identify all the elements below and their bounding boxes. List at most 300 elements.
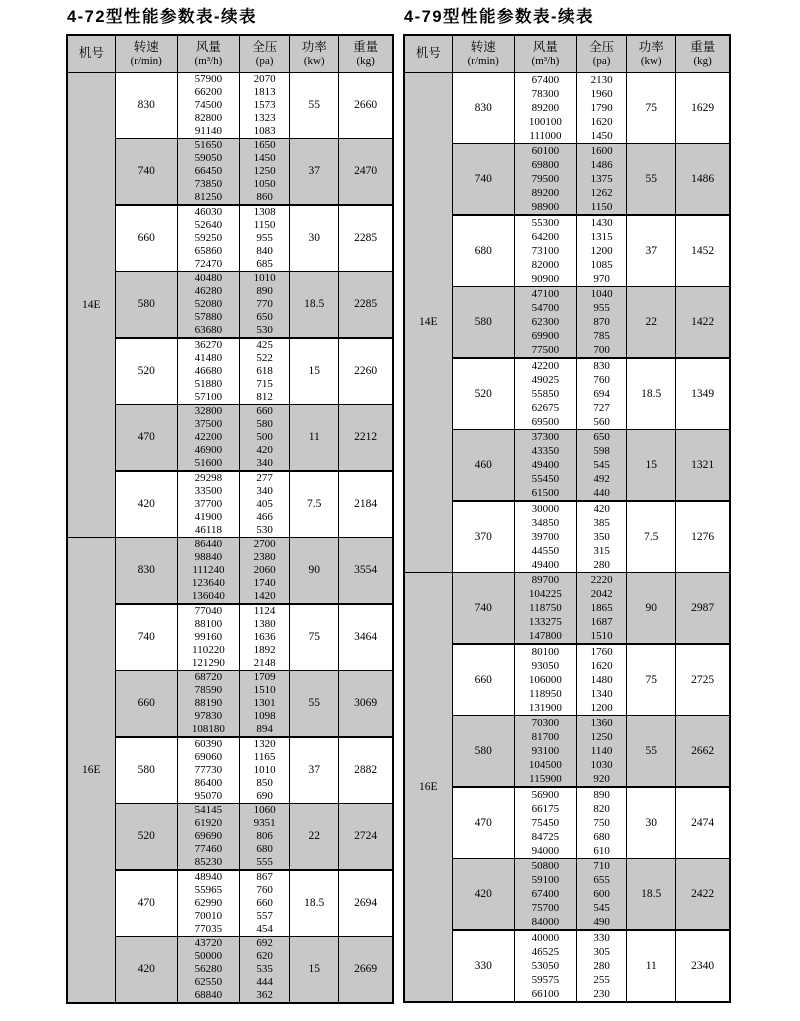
flow-value: 97830 (194, 709, 223, 722)
pressure-cell (240, 72, 290, 138)
pressure-value: 840 (256, 244, 273, 257)
speed-block-row (67, 870, 393, 937)
flow-value: 86440 (194, 537, 223, 550)
col-header-power (627, 35, 676, 72)
weight-cell: 1276 (676, 501, 730, 573)
speed-cell: 740 (452, 143, 514, 215)
pressure-value: 1600 (590, 144, 613, 157)
flow-value: 46118 (194, 523, 222, 536)
pressure-value: 1085 (590, 258, 613, 271)
machine-cell: 14E (404, 72, 452, 572)
flow-value: 82000 (531, 258, 560, 271)
flow-value: 77730 (194, 763, 223, 776)
pressure-cell (577, 286, 627, 358)
pressure-cell (577, 429, 627, 501)
pressure-value: 650 (593, 430, 610, 443)
power-cell: 75 (290, 604, 339, 671)
pressure-cell (240, 338, 290, 405)
pressure-value: 1315 (590, 230, 613, 243)
pressure-value: 715 (256, 377, 273, 390)
flow-cell (177, 138, 239, 205)
flow-value: 37300 (531, 430, 560, 443)
flow-value: 59250 (194, 231, 223, 244)
power-cell: 75 (627, 644, 676, 716)
pressure-value: 710 (593, 859, 610, 872)
flow-value: 84725 (531, 830, 560, 843)
power-cell: 37 (627, 215, 676, 287)
pressure-value: 1200 (590, 701, 613, 714)
speed-cell: 460 (452, 429, 514, 501)
pressure-cell (577, 143, 627, 215)
flow-cell (514, 429, 576, 501)
flow-value: 67400 (531, 73, 560, 86)
speed-block-row (67, 205, 393, 272)
pressure-cell (577, 572, 627, 644)
flow-value: 84000 (531, 915, 560, 928)
flow-value: 33500 (194, 484, 223, 497)
flow-value: 108180 (191, 722, 225, 735)
pressure-cell (240, 138, 290, 205)
flow-value: 62300 (531, 315, 560, 328)
flow-value: 133275 (528, 615, 562, 628)
pressure-cell (577, 644, 627, 716)
pressure-value: 530 (256, 323, 273, 336)
pressure-cell (577, 358, 627, 430)
pressure-cell (577, 930, 627, 1002)
pressure-value: 420 (593, 502, 610, 515)
col-header-label: 风量 (195, 40, 221, 55)
flow-value: 81250 (194, 190, 223, 203)
pressure-value: 860 (256, 190, 273, 203)
col-header-pressure (240, 35, 290, 72)
weight-cell: 3464 (339, 604, 393, 671)
pressure-value: 1320 (253, 737, 276, 750)
flow-value: 49400 (531, 558, 560, 571)
flow-value: 77460 (194, 842, 223, 855)
pressure-value: 1030 (590, 758, 613, 771)
flow-value: 72470 (194, 257, 223, 270)
flow-value: 42200 (194, 430, 223, 443)
pressure-value: 1813 (253, 85, 276, 98)
flow-value: 63680 (194, 323, 223, 336)
flow-value: 57100 (194, 390, 223, 403)
flow-value: 40000 (531, 931, 560, 944)
flow-cell (514, 143, 576, 215)
pressure-value: 9351 (253, 816, 276, 829)
pressure-value: 660 (256, 896, 273, 909)
pressure-cell (240, 404, 290, 471)
pressure-cell (240, 471, 290, 538)
speed-cell: 660 (115, 205, 177, 272)
pressure-cell (577, 501, 627, 573)
pressure-value: 1620 (590, 115, 613, 128)
weight-cell: 2260 (339, 338, 393, 405)
col-header-label: 功率 (638, 40, 664, 55)
pressure-value: 1375 (590, 172, 613, 185)
flow-cell (514, 572, 576, 644)
pressure-value: 1150 (253, 218, 276, 231)
power-cell: 15 (627, 429, 676, 501)
flow-value: 37500 (194, 417, 223, 430)
col-header-unit: (kw) (640, 55, 662, 68)
flow-cell (514, 358, 576, 430)
flow-value: 42200 (531, 359, 560, 372)
flow-value: 136040 (191, 589, 225, 602)
flow-value: 85230 (194, 855, 223, 868)
flow-value: 57900 (194, 72, 223, 85)
flow-value: 62675 (531, 401, 560, 414)
power-cell: 55 (290, 72, 339, 138)
pressure-cell (577, 715, 627, 787)
speed-block-row (67, 338, 393, 405)
weight-cell: 1321 (676, 429, 730, 501)
pressure-value: 1308 (253, 205, 276, 218)
speed-cell: 520 (115, 803, 177, 870)
pressure-value: 850 (256, 776, 273, 789)
power-cell: 11 (627, 930, 676, 1002)
pressure-value: 560 (593, 415, 610, 428)
speed-block-row (404, 72, 730, 143)
speed-block-row (404, 930, 730, 1002)
speed-block-row (67, 271, 393, 338)
flow-value: 46280 (194, 284, 223, 297)
pressure-value: 1040 (590, 287, 613, 300)
flow-value: 67400 (531, 887, 560, 900)
flow-cell (177, 870, 239, 937)
pressure-value: 1250 (590, 730, 613, 743)
pressure-value: 2070 (253, 72, 276, 85)
speed-block-row (67, 737, 393, 804)
pressure-value: 1760 (590, 645, 613, 658)
flow-value: 46030 (194, 205, 223, 218)
pressure-value: 690 (256, 789, 273, 802)
flow-value: 69690 (194, 829, 223, 842)
speed-block-row (404, 215, 730, 287)
weight-cell: 2882 (339, 737, 393, 804)
power-cell: 55 (290, 670, 339, 737)
flow-value: 118950 (529, 687, 562, 700)
pressure-value: 620 (256, 949, 273, 962)
flow-value: 36270 (194, 338, 223, 351)
flow-value: 91140 (194, 124, 222, 137)
pressure-value: 920 (593, 772, 610, 785)
pressure-value: 1060 (253, 803, 276, 816)
flow-value: 94000 (531, 844, 560, 857)
flow-value: 88100 (194, 617, 223, 630)
col-header-weight (339, 35, 393, 72)
speed-block-row (67, 404, 393, 471)
pressure-value: 970 (593, 272, 610, 285)
pressure-value: 1510 (590, 629, 613, 642)
speed-cell: 520 (452, 358, 514, 430)
power-cell: 37 (290, 138, 339, 205)
speed-block-row (404, 143, 730, 215)
pressure-cell (577, 215, 627, 287)
flow-value: 46900 (194, 443, 223, 456)
flow-value: 68840 (194, 988, 223, 1001)
pressure-value: 770 (256, 297, 273, 310)
pressure-value: 890 (593, 788, 610, 801)
pressure-value: 440 (593, 486, 610, 499)
pressure-value: 340 (256, 456, 273, 469)
performance-table-4-72 (66, 34, 394, 1004)
flow-value: 60100 (531, 144, 560, 157)
speed-block-row (67, 471, 393, 538)
pressure-value: 1790 (590, 101, 613, 114)
weight-cell: 2340 (676, 930, 730, 1002)
weight-cell: 2285 (339, 205, 393, 272)
speed-block-row (404, 572, 730, 644)
flow-value: 104225 (528, 587, 562, 600)
flow-cell (177, 404, 239, 471)
flow-cell (177, 604, 239, 671)
pressure-value: 1486 (590, 158, 613, 171)
weight-cell: 1452 (676, 215, 730, 287)
flow-value: 49025 (531, 373, 560, 386)
pressure-value: 315 (593, 544, 610, 557)
power-cell: 75 (627, 72, 676, 143)
pressure-value: 692 (256, 936, 273, 949)
power-cell: 7.5 (627, 501, 676, 573)
speed-block-row (404, 644, 730, 716)
pressure-cell (240, 205, 290, 272)
power-cell: 18.5 (627, 858, 676, 930)
speed-block-row (404, 286, 730, 358)
col-header-pressure (577, 35, 627, 72)
pressure-value: 305 (593, 945, 610, 958)
pressure-value: 867 (256, 870, 273, 883)
flow-value: 54700 (531, 301, 560, 314)
flow-value: 65860 (194, 244, 223, 257)
pressure-value: 870 (593, 315, 610, 328)
table-header (67, 35, 393, 72)
pressure-value: 1620 (590, 659, 613, 672)
flow-value: 37700 (194, 497, 223, 510)
pressure-value: 955 (593, 301, 610, 314)
flow-value: 29298 (194, 471, 223, 484)
pressure-value: 1740 (253, 576, 276, 589)
pressure-cell (240, 803, 290, 870)
pressure-value: 2148 (253, 656, 276, 669)
pressure-value: 454 (256, 922, 273, 935)
pressure-value: 2130 (590, 73, 613, 86)
pressure-value: 1573 (253, 98, 276, 111)
flow-value: 131900 (528, 701, 562, 714)
flow-cell (514, 286, 576, 358)
speed-cell: 580 (452, 715, 514, 787)
speed-cell: 420 (115, 936, 177, 1003)
pressure-value: 1083 (253, 124, 276, 137)
pressure-cell (240, 737, 290, 804)
flow-value: 77035 (194, 922, 223, 935)
speed-cell: 830 (115, 537, 177, 604)
flow-value: 34850 (531, 516, 560, 529)
flow-value: 77040 (194, 604, 223, 617)
col-header-power (290, 35, 339, 72)
power-cell: 18.5 (627, 358, 676, 430)
pressure-value: 1510 (253, 683, 276, 696)
pressure-value: 1636 (253, 630, 276, 643)
pressure-value: 340 (256, 484, 273, 497)
flow-value: 69500 (531, 415, 560, 428)
speed-block-row (67, 936, 393, 1003)
pressure-value: 1200 (590, 244, 613, 257)
flow-cell (514, 644, 576, 716)
weight-cell: 2662 (676, 715, 730, 787)
speed-block-row (404, 501, 730, 573)
speed-block-row (67, 537, 393, 604)
flow-value: 47100 (531, 287, 560, 300)
flow-value: 40480 (194, 271, 223, 284)
pressure-value: 277 (256, 471, 273, 484)
pressure-value: 1709 (253, 670, 276, 683)
power-cell: 55 (627, 143, 676, 215)
power-cell: 7.5 (290, 471, 339, 538)
flow-value: 74500 (194, 98, 223, 111)
flow-cell (177, 338, 239, 405)
pressure-value: 1480 (590, 673, 613, 686)
speed-block-row (67, 138, 393, 205)
col-header-machine (404, 35, 452, 72)
pressure-value: 1340 (590, 687, 613, 700)
speed-block-row (404, 715, 730, 787)
col-header-unit: (r/min) (130, 55, 162, 68)
flow-cell (177, 537, 239, 604)
flow-value: 95070 (194, 789, 223, 802)
pressure-value: 727 (593, 401, 610, 414)
col-header-label: 机号 (415, 46, 441, 61)
col-header-machine (67, 35, 115, 72)
flow-cell (177, 936, 239, 1003)
pressure-value: 1150 (590, 200, 613, 213)
table-title-4-72: 4-72型性能参数表-续表 (67, 8, 258, 26)
weight-cell: 2724 (339, 803, 393, 870)
speed-cell: 830 (115, 72, 177, 138)
pressure-value: 330 (593, 931, 610, 944)
flow-cell (177, 737, 239, 804)
pressure-value: 385 (593, 516, 610, 529)
weight-cell: 2694 (339, 870, 393, 937)
pressure-value: 1360 (590, 716, 613, 729)
flow-value: 73100 (531, 244, 560, 257)
speed-cell: 580 (115, 737, 177, 804)
power-cell: 15 (290, 338, 339, 405)
pressure-value: 535 (256, 962, 273, 975)
speed-block-row (67, 803, 393, 870)
pressure-value: 1450 (253, 151, 276, 164)
flow-value: 73850 (194, 177, 223, 190)
flow-value: 55850 (531, 387, 560, 400)
speed-block-row (404, 787, 730, 859)
machine-cell: 16E (67, 537, 115, 1003)
flow-value: 56280 (194, 962, 223, 975)
pressure-cell (240, 604, 290, 671)
pressure-value: 545 (593, 458, 610, 471)
weight-cell: 2470 (339, 138, 393, 205)
speed-block-row (67, 72, 393, 138)
speed-cell: 370 (452, 501, 514, 573)
pressure-value: 806 (256, 829, 273, 842)
flow-value: 51880 (194, 377, 223, 390)
flow-value: 52640 (194, 218, 223, 231)
table-header (404, 35, 730, 72)
col-header-unit: (m³/h) (531, 55, 560, 68)
speed-cell: 580 (115, 271, 177, 338)
col-header-unit: (kg) (693, 55, 712, 68)
flow-value: 32800 (194, 404, 223, 417)
flow-value: 49400 (531, 458, 560, 471)
flow-value: 69060 (194, 750, 223, 763)
pressure-value: 650 (256, 310, 273, 323)
col-header-speed (115, 35, 177, 72)
col-header-unit: (kg) (356, 55, 375, 68)
flow-value: 77500 (531, 343, 560, 356)
pressure-value: 350 (593, 530, 610, 543)
pressure-value: 1892 (253, 643, 276, 656)
speed-cell: 680 (452, 215, 514, 287)
pressure-value: 598 (593, 444, 610, 457)
pressure-value: 700 (593, 343, 610, 356)
pressure-value: 660 (256, 404, 273, 417)
flow-value: 55450 (531, 472, 560, 485)
flow-value: 69900 (531, 329, 560, 342)
pressure-value: 1960 (590, 87, 613, 100)
pressure-cell (577, 787, 627, 859)
weight-cell: 2212 (339, 404, 393, 471)
pressure-value: 955 (256, 231, 273, 244)
flow-value: 75700 (531, 901, 560, 914)
pressure-value: 2042 (590, 587, 613, 600)
pressure-cell (240, 870, 290, 937)
pressure-value: 2060 (253, 563, 276, 576)
speed-cell: 520 (115, 338, 177, 405)
flow-value: 88190 (194, 696, 223, 709)
pressure-cell (240, 670, 290, 737)
flow-value: 60390 (194, 737, 223, 750)
col-header-label: 全压 (589, 40, 615, 55)
flow-cell (514, 787, 576, 859)
pressure-value: 557 (256, 909, 273, 922)
machine-cell: 14E (67, 72, 115, 537)
pressure-value: 1010 (253, 763, 276, 776)
col-header-speed (452, 35, 514, 72)
pressure-value: 750 (593, 816, 610, 829)
flow-value: 68720 (194, 670, 223, 683)
flow-value: 30000 (531, 502, 560, 515)
pressure-cell (577, 858, 627, 930)
flow-value: 81700 (531, 730, 560, 743)
pressure-value: 230 (593, 987, 610, 1000)
pressure-cell (240, 936, 290, 1003)
pressure-cell (240, 537, 290, 604)
power-cell: 37 (290, 737, 339, 804)
pressure-value: 2220 (590, 573, 613, 586)
flow-value: 59050 (194, 151, 223, 164)
speed-cell: 470 (452, 787, 514, 859)
pressure-value: 280 (593, 558, 610, 571)
pressure-value: 405 (256, 497, 273, 510)
pressure-value: 1140 (590, 744, 613, 757)
weight-cell: 1486 (676, 143, 730, 215)
pressure-value: 610 (593, 844, 610, 857)
pressure-value: 760 (256, 883, 273, 896)
power-cell: 22 (290, 803, 339, 870)
pressure-value: 444 (256, 975, 273, 988)
table-section-4-79 (403, 3, 731, 1003)
pressure-value: 1687 (590, 615, 613, 628)
flow-value: 62990 (194, 896, 223, 909)
weight-cell: 3554 (339, 537, 393, 604)
